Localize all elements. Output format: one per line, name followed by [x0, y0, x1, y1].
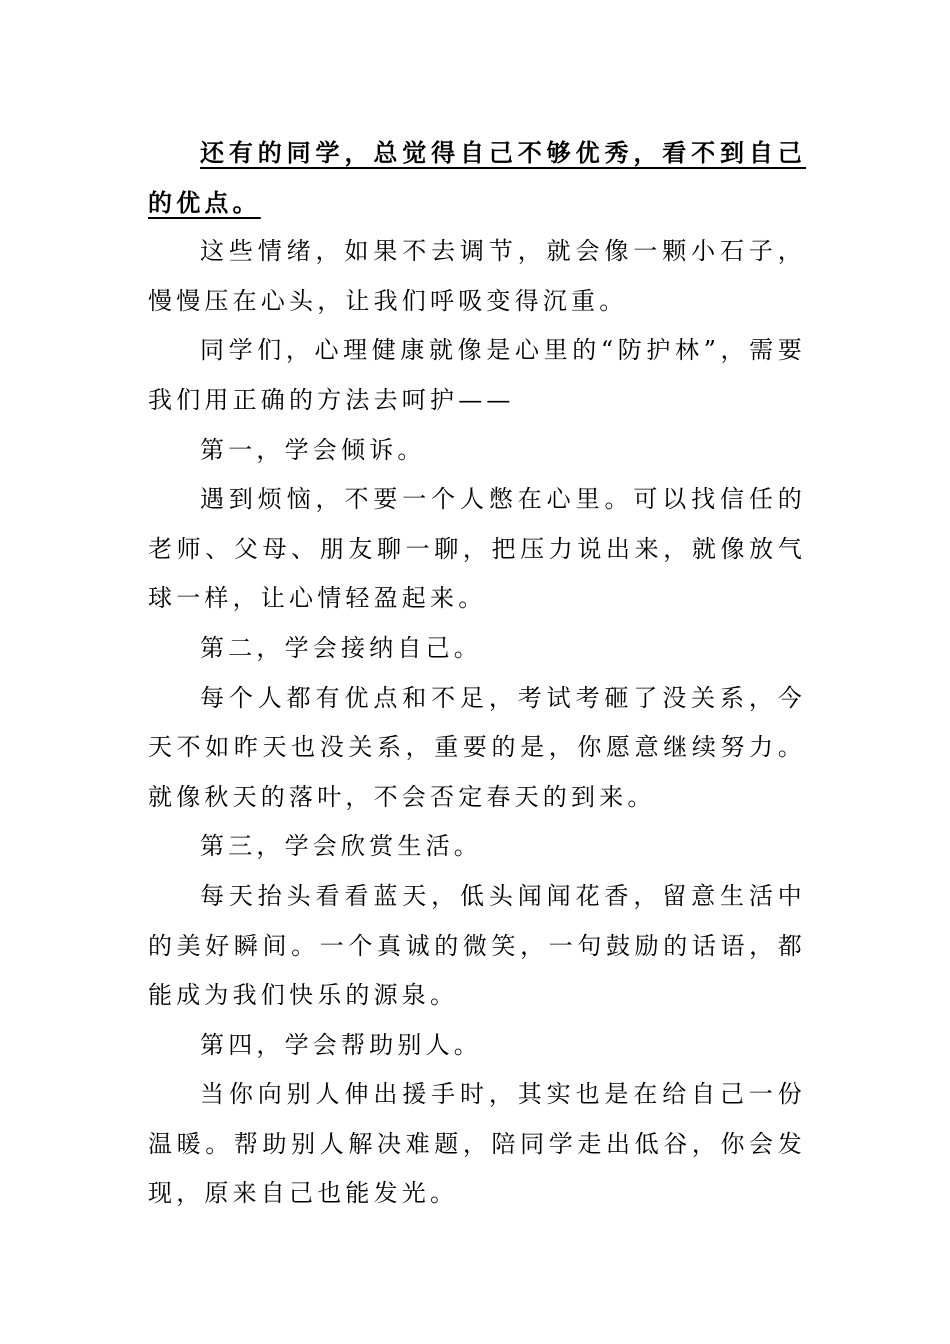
document-body — [148, 128, 806, 1219]
paragraph: 同学们，心理健康就像是心里的“防护林”，需要我们用正确的方法去呵护—— — [148, 336, 806, 414]
paragraph: 每天抬头看看蓝天，低头闻闻花香，留意生活中的美好瞬间。一个真诚的微笑，一句鼓励的话语，都能成为我们快乐的源泉。 — [148, 881, 806, 1010]
paragraph: 每个人都有优点和不足，考试考砸了没关系，今天不如昨天也没关系，重要的是，你愿意继续努力。就像秋天的落叶，不会否定春天的到来。 — [148, 683, 806, 811]
section-heading-4: 第四，学会帮助别人。 — [200, 1030, 482, 1059]
section-heading-2: 第二，学会接纳自己。 — [200, 633, 482, 662]
paragraph: 遇到烦恼，不要一个人憋在心里。可以找信任的老师、父母、朋友聊一聊，把压力说出来，就像放气球一样，让心情轻盈起来。 — [148, 485, 806, 613]
section-heading-3: 第三，学会欣赏生活。 — [200, 832, 482, 861]
paragraph-emphasis — [148, 128, 806, 227]
paragraph-text: 还有的同学，总觉得自己不够优秀，看不到自己的优点。 — [148, 138, 806, 217]
paragraph: 当你向别人伸出援手时，其实也是在给自己一份温暖。帮助别人解决难题，陪同学走出低谷，你会发现，原来自己也能发光。 — [148, 1080, 806, 1208]
section-heading-1: 第一，学会倾诉。 — [200, 435, 426, 464]
paragraph: 这些情绪，如果不去调节，就会像一颗小石子，慢慢压在心头，让我们呼吸变得沉重。 — [148, 237, 806, 315]
